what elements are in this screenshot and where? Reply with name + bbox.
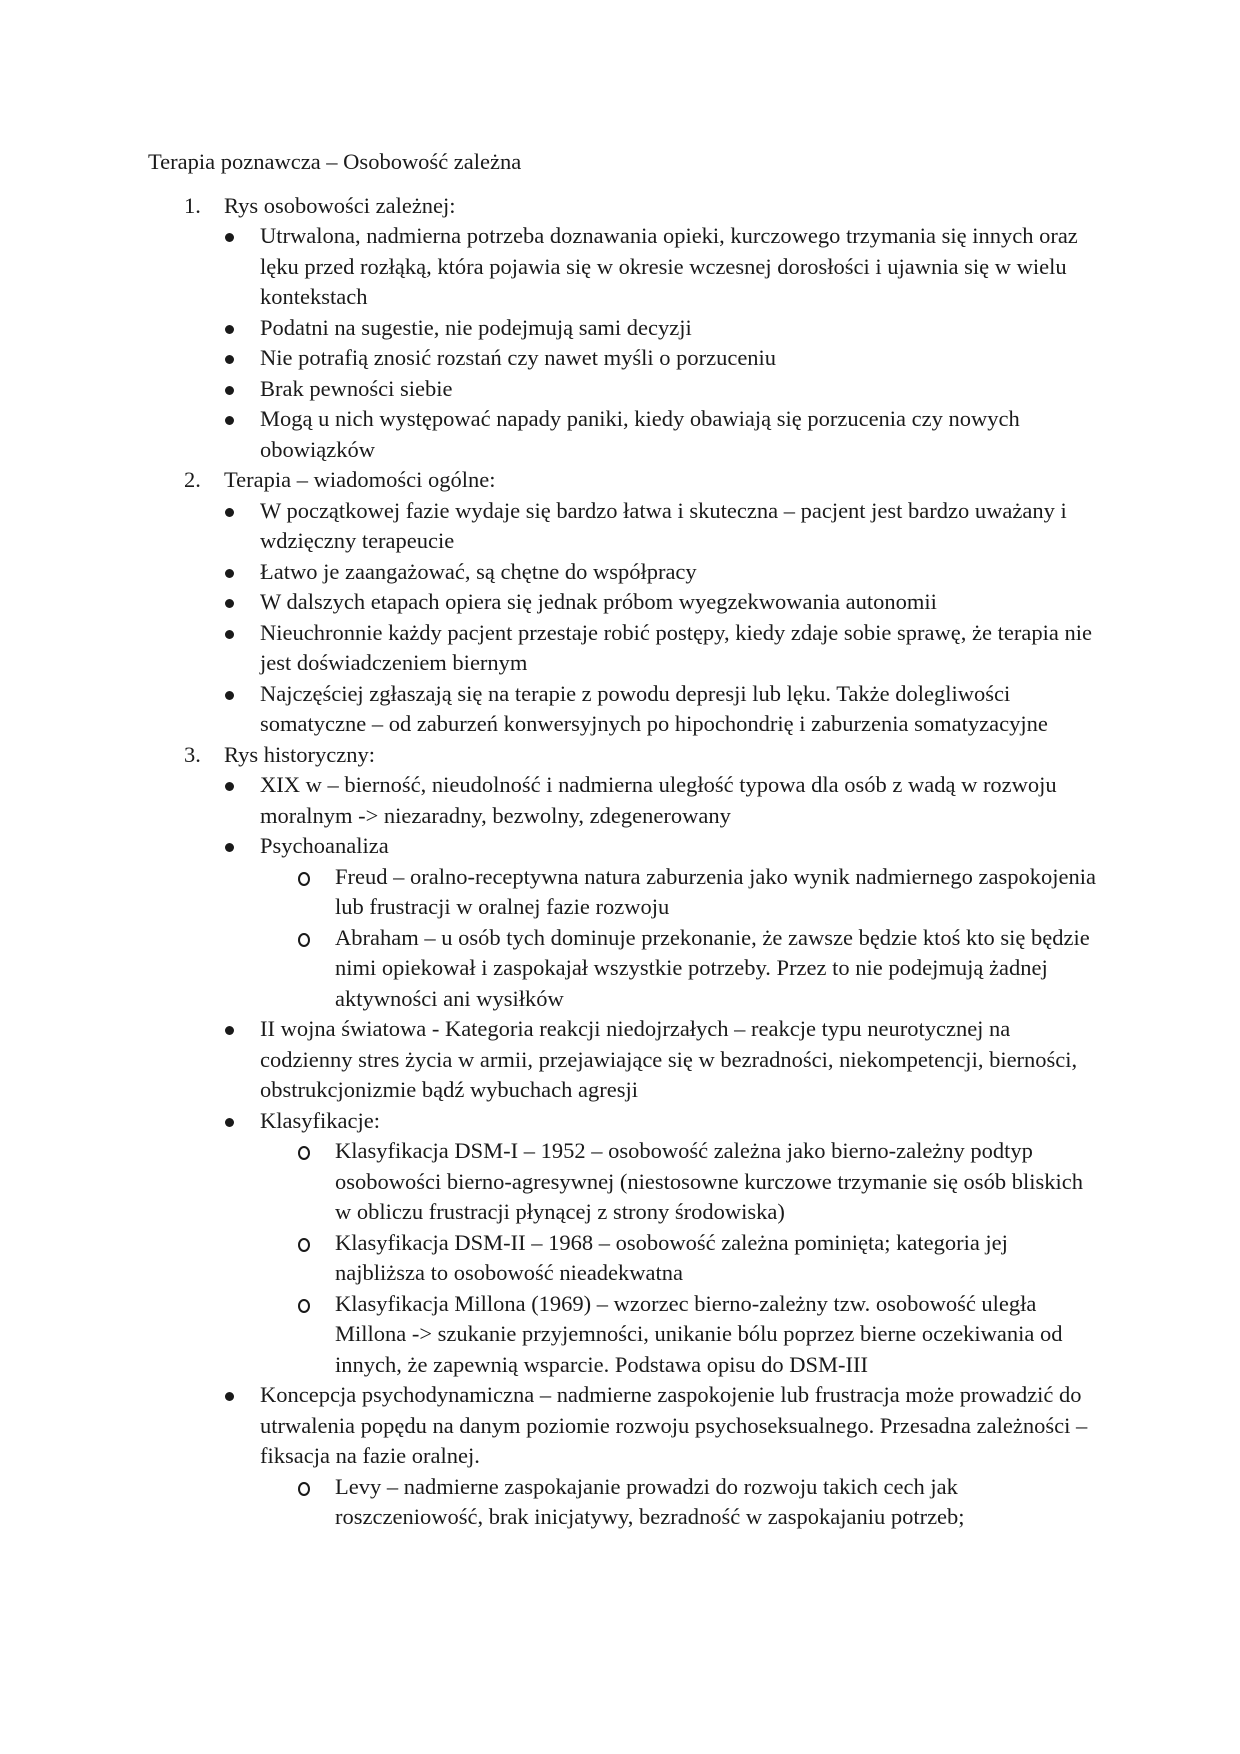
bullet-dot-icon <box>225 325 234 334</box>
bullet-dot-icon <box>225 843 234 852</box>
bullet-item <box>148 496 1098 557</box>
section-number: 1. <box>184 192 201 218</box>
bullet-text: W początkowej fazie wydaje się bardzo łatwa i skuteczna – pacjent jest bardzo uważany i wdzięczny terapeucie <box>260 497 1067 553</box>
bullet-item <box>148 313 1098 344</box>
sub-bullet-list <box>148 1136 1098 1380</box>
bullet-text: Nie potrafią znosić rozstań czy nawet myśli o porzuceniu <box>260 345 777 370</box>
bullet-text: II wojna światowa - Kategoria reakcji niedojrzałych – reakcje typu neurotycznej na codzienny stres życia w armii, przejawiające się w bezradności, niekompetencji, bierności, obstrukcjonizmie bądź wybuchach agresji <box>260 1016 1078 1102</box>
bullet-dot-icon <box>225 508 234 517</box>
sub-bullet-text: Freud – oralno-receptywna natura zaburzenia jako wynik nadmiernego zaspokojenia lub frustracji w oralnej fazie rozwoju <box>335 863 1096 919</box>
bullet-list <box>148 221 1098 465</box>
bullet-item <box>148 1014 1098 1106</box>
bullet-text: Utrwalona, nadmierna potrzeba doznawania opieki, kurczowego trzymania się innych oraz lęku przed rozłąką, która pojawia się w okresie wczesnej dorosłości i ujawnia się w wielu kontekstach <box>260 223 1078 309</box>
bullet-text: Najczęściej zgłaszają się na terapie z powodu depresji lub lęku. Także dolegliwości somatyczne – od zaburzeń konwersyjnych po hipochondrię i zaburzenia somatyzacyjne <box>260 680 1048 736</box>
bullet-dot-icon <box>225 691 234 700</box>
bullet-item <box>148 404 1098 465</box>
bullet-text: Łatwo je zaangażować, są chętne do współpracy <box>260 558 697 584</box>
bullet-item <box>148 374 1098 405</box>
sub-bullet-item <box>148 1136 1098 1228</box>
bullet-text: Nieuchronnie każdy pacjent przestaje robić postępy, kiedy zdaje sobie sprawę, że terapia nie jest doświadczeniem biernym <box>260 619 1092 675</box>
bullet-dot-icon <box>225 599 234 608</box>
sub-bullet-item <box>148 1472 1098 1533</box>
bullet-list <box>148 496 1098 740</box>
sub-bullet-text: Levy – nadmierne zaspokajanie prowadzi do rozwoju takich cech jak roszczeniowość, brak inicjatywy, bezradność w zaspokajaniu potrzeb; <box>335 1473 965 1529</box>
bullet-text: Klasyfikacje: <box>260 1107 380 1133</box>
circle-bullet-icon <box>298 1482 310 1496</box>
circle-bullet-icon <box>298 872 310 886</box>
sub-bullet-item <box>148 862 1098 923</box>
section-number: 2. <box>184 467 201 492</box>
circle-bullet-icon <box>298 1146 310 1160</box>
section-heading: Rys historyczny: <box>224 741 375 767</box>
sub-bullet-text: Klasyfikacja Millona (1969) – wzorzec bierno-zależny tzw. osobowość uległa Millona -> szukanie przyjemności, unikanie bólu poprzez bierne oczekiwania od innych, że zapewnią wsparcie. Podstawa opisu do DSM-III <box>335 1290 1063 1377</box>
bullet-item <box>148 557 1098 588</box>
sub-bullet-item <box>148 1289 1098 1381</box>
section-item <box>148 465 1098 740</box>
sub-bullet-list <box>148 862 1098 1015</box>
bullet-item <box>148 587 1098 618</box>
section-item <box>148 740 1098 1533</box>
bullet-item <box>148 1380 1098 1533</box>
bullet-text: Podatni na sugestie, nie podejmują sami decyzji <box>260 314 692 340</box>
bullet-item <box>148 770 1098 831</box>
bullet-dot-icon <box>225 416 234 425</box>
section-item <box>148 191 1098 466</box>
bullet-list <box>148 770 1098 1533</box>
sub-bullet-list <box>148 1472 1098 1533</box>
bullet-text: W dalszych etapach opiera się jednak próbom wyegzekwowania autonomii <box>260 589 937 614</box>
bullet-item <box>148 1106 1098 1381</box>
bullet-item <box>148 679 1098 740</box>
bullet-text: XIX w – bierność, nieudolność i nadmierna uległość typowa dla osób z wadą w rozwoju moralnym -> niezaradny, bezwolny, zdegenerowany <box>260 772 1057 828</box>
section-heading: Rys osobowości zależnej: <box>224 192 456 218</box>
bullet-dot-icon <box>225 782 234 791</box>
bullet-dot-icon <box>225 355 234 364</box>
section-list <box>148 191 1098 1533</box>
bullet-dot-icon <box>225 1392 234 1401</box>
bullet-item <box>148 831 1098 1014</box>
bullet-item <box>148 221 1098 313</box>
bullet-text: Mogą u nich występować napady paniki, kiedy obawiają się porzucenia czy nowych obowiązków <box>260 406 1020 462</box>
bullet-item <box>148 618 1098 679</box>
bullet-dot-icon <box>225 630 234 639</box>
sub-bullet-text: Klasyfikacja DSM-II – 1968 – osobowość zależna pominięta; kategoria jej najbliższa to osobowość nieadekwatna <box>335 1229 1008 1285</box>
bullet-text: Psychoanaliza <box>260 833 389 858</box>
sub-bullet-item <box>148 1228 1098 1289</box>
bullet-dot-icon <box>225 386 234 395</box>
document-page <box>148 147 1098 1533</box>
section-heading: Terapia – wiadomości ogólne: <box>224 467 496 492</box>
section-number: 3. <box>184 741 201 767</box>
sub-bullet-text: Abraham – u osób tych dominuje przekonanie, że zawsze będzie ktoś kto się będzie nimi opiekował i zaspokajał wszystkie potrzeby. Przez to nie podejmują żadnej aktywności ani wysiłków <box>335 924 1090 1011</box>
bullet-item <box>148 343 1098 374</box>
circle-bullet-icon <box>298 1238 310 1252</box>
bullet-dot-icon <box>225 1026 234 1035</box>
document-title: Terapia poznawcza – Osobowość zależna <box>148 149 522 174</box>
bullet-dot-icon <box>225 1118 234 1127</box>
circle-bullet-icon <box>298 1299 310 1313</box>
bullet-text: Koncepcja psychodynamiczna – nadmierne zaspokojenie lub frustracja może prowadzić do utrwalenia popędu na danym poziomie rozwoju psychoseksualnego. Przesadna zależności – fiksacja na fazie oralnej. <box>260 1382 1088 1468</box>
bullet-dot-icon <box>225 569 234 578</box>
bullet-dot-icon <box>225 233 234 242</box>
circle-bullet-icon <box>298 933 310 947</box>
bullet-text: Brak pewności siebie <box>260 375 453 401</box>
sub-bullet-item <box>148 923 1098 1015</box>
sub-bullet-text: Klasyfikacja DSM-I – 1952 – osobowość zależna jako bierno-zależny podtyp osobowości bierno-agresywnej (niestosowne kurczowe trzymanie się osób bliskich w obliczu frustracji płynącej z strony środowiska) <box>335 1138 1083 1224</box>
